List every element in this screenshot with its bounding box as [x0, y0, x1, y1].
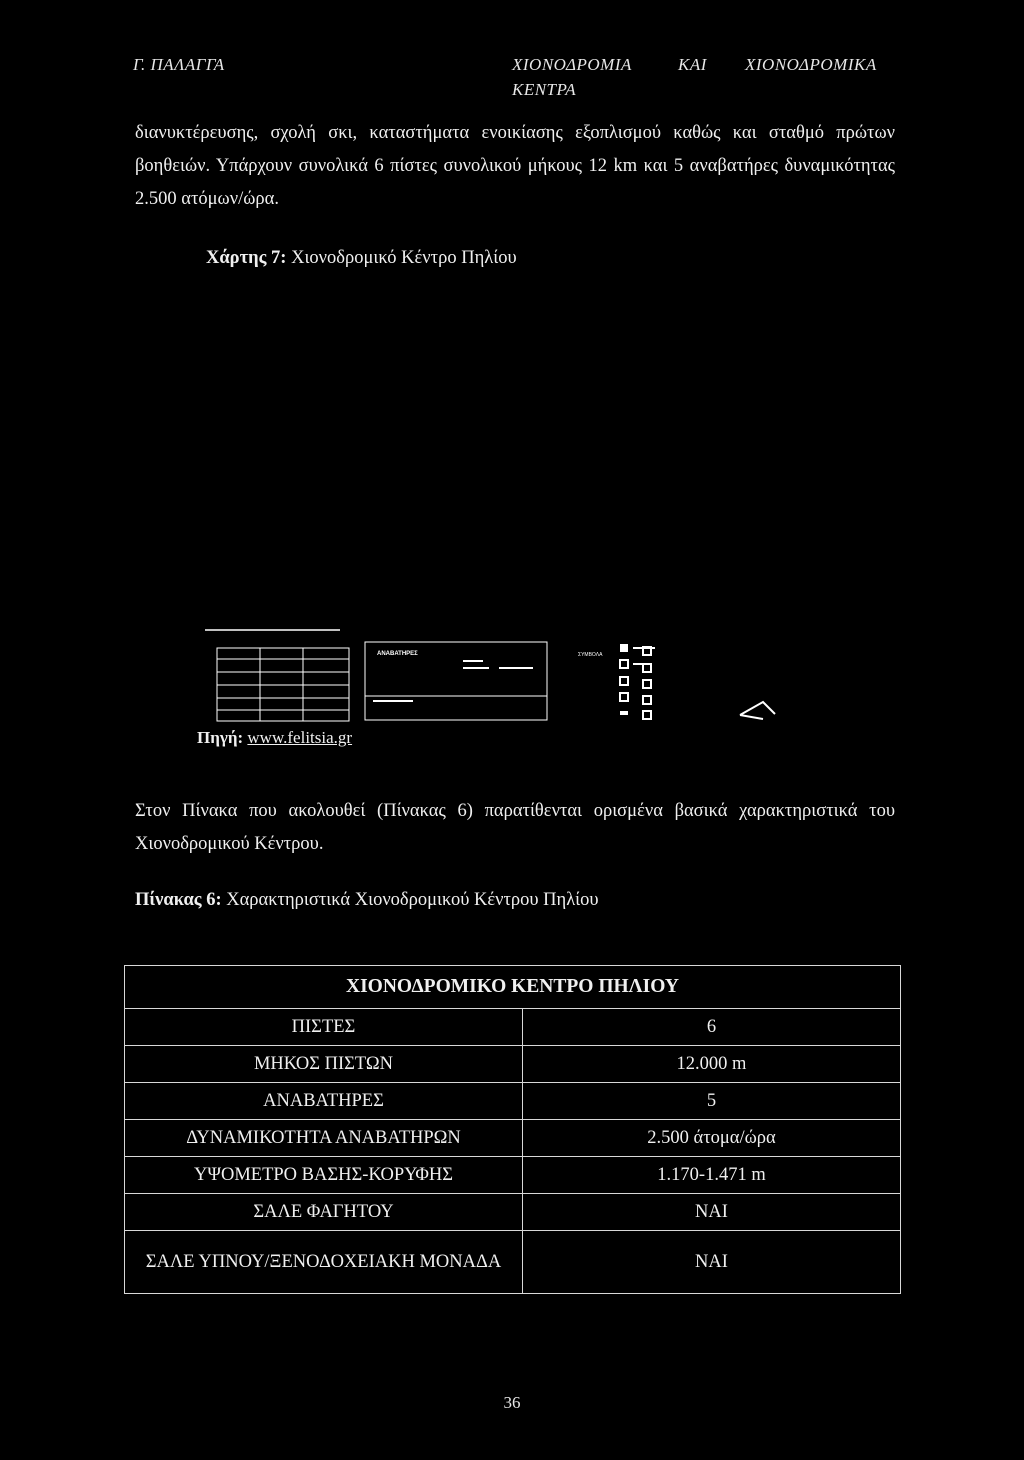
table-row — [125, 1009, 901, 1046]
row-value: 1.170-1.471 m — [523, 1157, 901, 1194]
symbols-legend-heading: ΣΥΜΒΟΛΑ — [578, 652, 603, 658]
row-key: ΜΗΚΟΣ ΠΙΣΤΩΝ — [125, 1046, 523, 1083]
ski-center-table — [124, 965, 901, 1294]
row-value: 2.500 άτομα/ώρα — [523, 1120, 901, 1157]
lifts-legend-heading: ΑΝΑΒΑΤΗΡΕΣ — [377, 651, 418, 657]
source-label: Πηγή: — [197, 728, 244, 747]
symbols-legend — [578, 644, 655, 719]
compass-icon — [740, 702, 775, 719]
source-link[interactable]: www.felitsia.gr — [247, 728, 353, 747]
map-caption-label: Χάρτης 7: — [206, 248, 287, 268]
legend-grid — [217, 648, 349, 721]
row-value: 5 — [523, 1083, 901, 1120]
row-key: ΔΥΝΑΜΙΚΟΤΗΤΑ ΑΝΑΒΑΤΗΡΩΝ — [125, 1120, 523, 1157]
row-value: 12.000 m — [523, 1046, 901, 1083]
header-title-2: ΚΑΙ — [678, 55, 707, 74]
table-row — [125, 1157, 901, 1194]
map-caption — [206, 248, 517, 269]
table-row — [125, 1120, 901, 1157]
table-header-row — [125, 966, 901, 1009]
table-row — [125, 1083, 901, 1120]
table-caption-label: Πίνακας 6: — [135, 890, 222, 910]
row-key: ΣΑΛΕ ΥΠΝΟΥ/ΞΕΝΟΔΟΧΕΙΑΚΗ ΜΟΝΑΔΑ — [125, 1231, 523, 1294]
row-key: ΑΝΑΒΑΤΗΡΕΣ — [125, 1083, 523, 1120]
table-row — [125, 1231, 901, 1294]
intro-paragraph: διανυκτέρευσης, σχολή σκι, καταστήματα ενοικίασης εξοπλισμού καθώς και σταθμό πρώτων βοηθειών. Υπάρχουν συνολικά 6 πίστες συνολικού μήκους 12 km και 5 αναβατήρες δυναμικότητας 2.500 ατόμων/ώρα. — [135, 123, 895, 209]
header-title-1: ΧΙΟΝΟΔΡΟΜΙΑ — [512, 55, 632, 74]
header-title-3: ΧΙΟΝΟΔΡΟΜΙΚΑ — [745, 55, 877, 74]
table-intro-paragraph: Στον Πίνακα που ακολουθεί (Πίνακας 6) παρατίθενται ορισμένα βασικά χαρακτηριστικά του Χιονοδρομικού Κέντρου. — [135, 801, 895, 854]
row-key: ΠΙΣΤΕΣ — [125, 1009, 523, 1046]
row-value: ΝΑΙ — [523, 1194, 901, 1231]
table-row — [125, 1046, 901, 1083]
row-value: ΝΑΙ — [523, 1231, 901, 1294]
row-key: ΣΑΛΕ ΦΑΓΗΤΟΥ — [125, 1194, 523, 1231]
header-title-4: ΚΕΝΤΡΑ — [512, 80, 577, 99]
page-number: 36 — [503, 1393, 521, 1412]
source-line — [197, 728, 352, 748]
table-title: ΧΙΟΝΟΔΡΟΜΙΚΟ ΚΕΝΤΡΟ ΠΗΛΙΟΥ — [125, 966, 901, 1009]
table-caption — [135, 890, 599, 911]
table-row — [125, 1194, 901, 1231]
map-caption-text: Χιονοδρομικό Κέντρο Πηλίου — [286, 248, 517, 268]
header-author: Γ. ΠΑΛΑΓΓΑ — [133, 55, 225, 74]
row-value: 6 — [523, 1009, 901, 1046]
row-key: ΥΨΟΜΕΤΡΟ ΒΑΣΗΣ-ΚΟΡΥΦΗΣ — [125, 1157, 523, 1194]
table-caption-text: Χαρακτηριστικά Χιονοδρομικού Κέντρου Πηλίου — [221, 890, 599, 910]
map-legend-image — [195, 622, 835, 732]
